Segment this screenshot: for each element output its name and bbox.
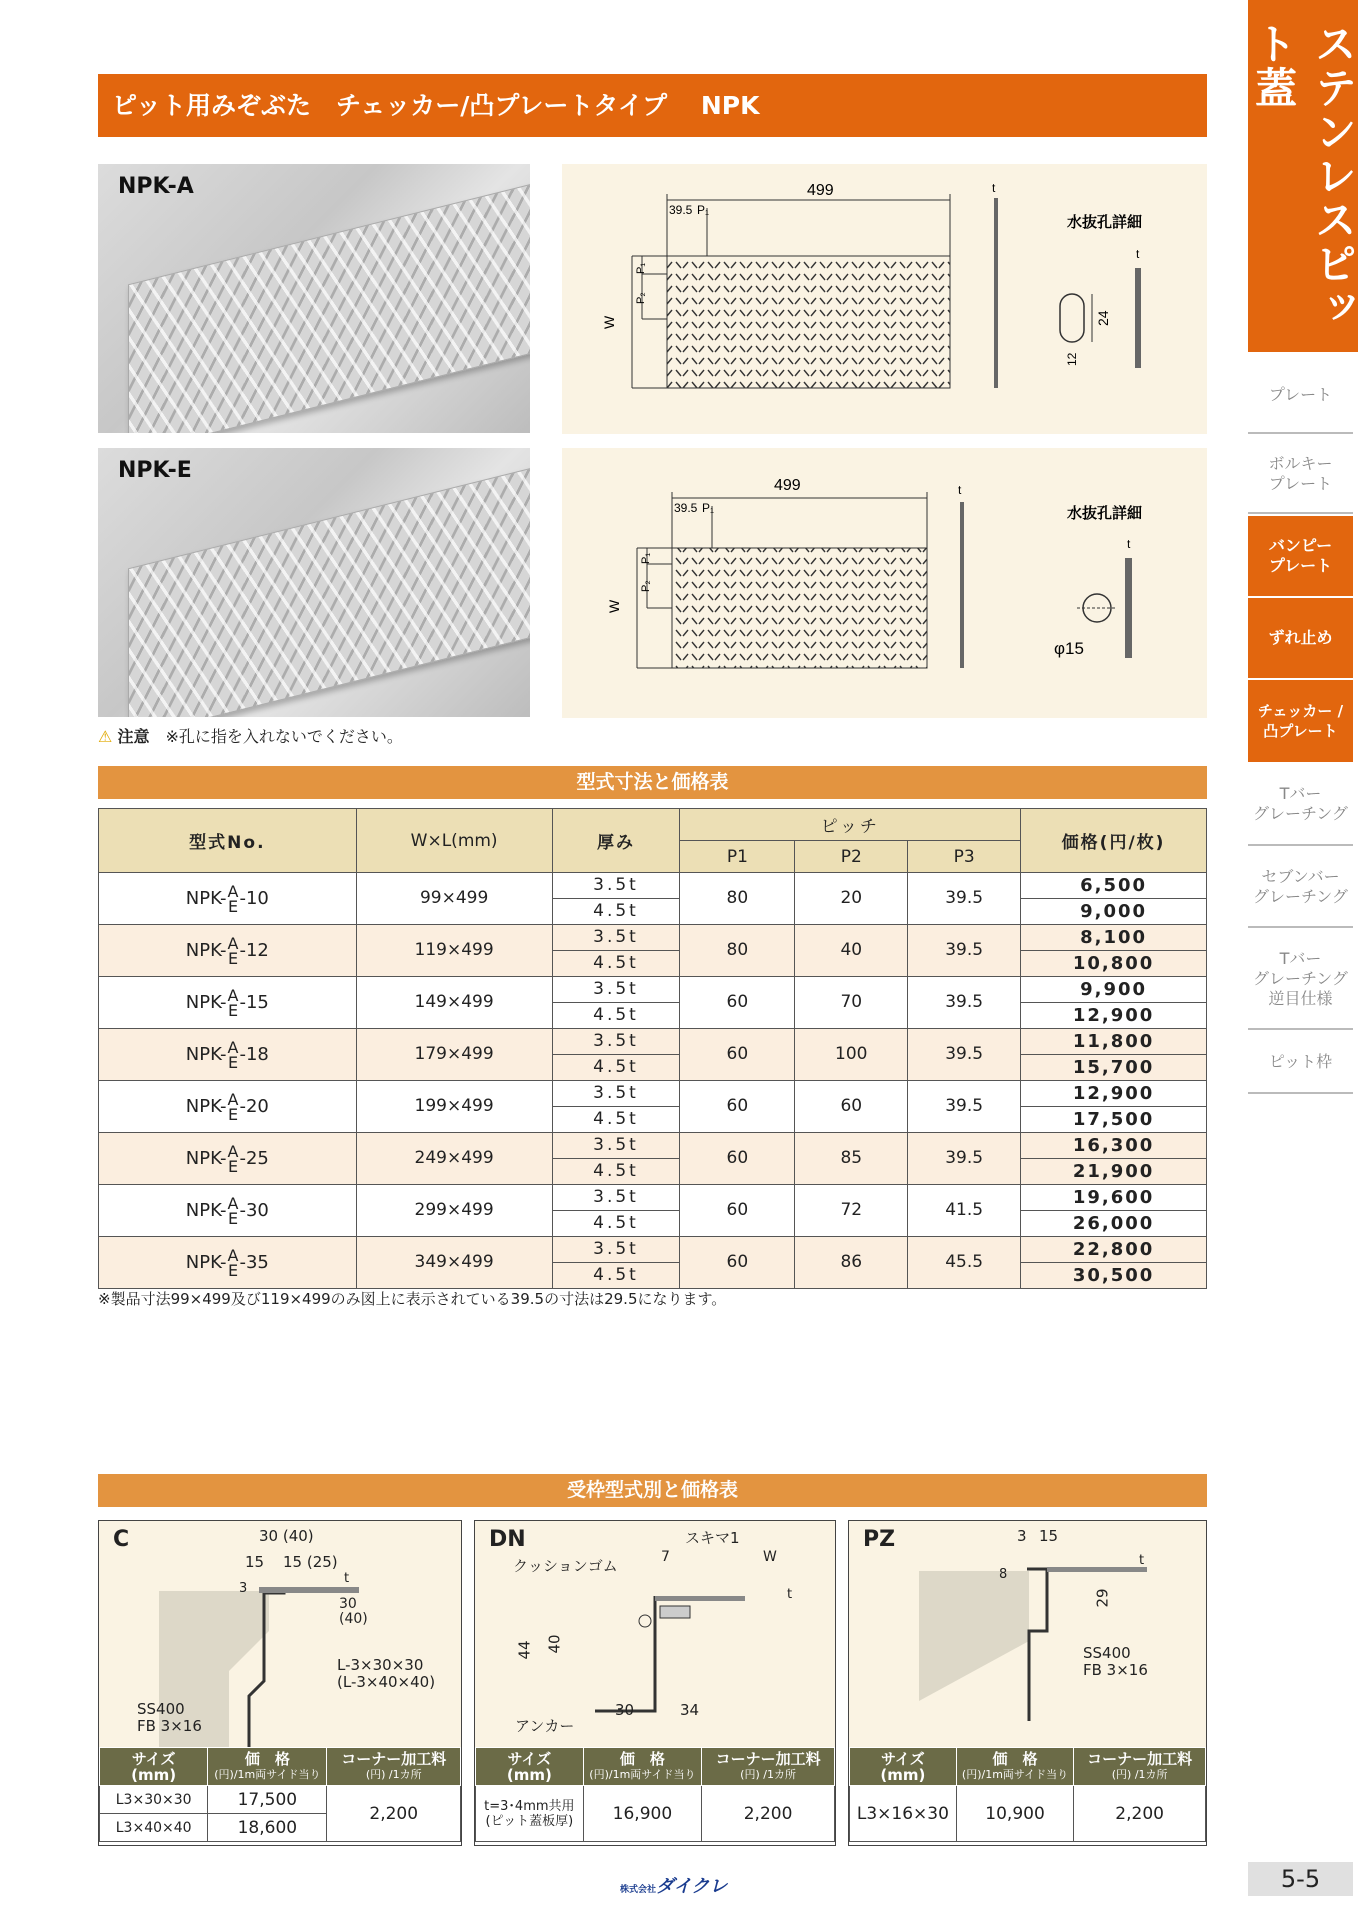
frame-c-drawing: C 30 (40) 15 15 (25) 3 t 30 (40) L-3×30×30 (L-3×40×40) SS400 FB 3×16 [99, 1521, 461, 1747]
svg-text:39.5: 39.5 [669, 203, 693, 217]
p1-cell: 60 [680, 1185, 795, 1237]
table-row [99, 873, 1207, 899]
thickness-cell: 4.5t [552, 951, 680, 977]
drawing-npk-a [562, 164, 1207, 434]
price-cell: 22,800 [1021, 1237, 1207, 1263]
model-cell: NPK- A E -12 [99, 925, 357, 977]
thickness-cell: 4.5t [552, 1263, 680, 1289]
price-cell: 10,800 [1021, 951, 1207, 977]
thickness-cell: 4.5t [552, 1211, 680, 1237]
model-cell: NPK- A E -25 [99, 1133, 357, 1185]
size-cell: 99×499 [356, 873, 552, 925]
drawing-npk-a-svg [562, 164, 1207, 434]
photo-npk-a [98, 164, 530, 433]
frame-pz-label: PZ [863, 1527, 896, 1552]
size-cell: 349×499 [356, 1237, 552, 1289]
p3-cell: 39.5 [908, 977, 1021, 1029]
dim-length: 499 [807, 182, 834, 199]
caution-note: ⚠ 注意 ※孔に指を入れないでください。 [98, 727, 403, 746]
table-row [99, 1029, 1207, 1055]
sidebar-title: ステンレスピット蓋 [1248, 0, 1358, 352]
p3-cell: 45.5 [908, 1237, 1021, 1289]
thickness-cell: 4.5t [552, 1107, 680, 1133]
warning-icon: ⚠ [98, 727, 113, 746]
p2-cell: 100 [795, 1029, 908, 1081]
drawing-npk-e-svg [562, 448, 1207, 718]
plate-side-view [960, 502, 964, 668]
size-cell: 149×499 [356, 977, 552, 1029]
sidebar-item-pit-frame[interactable]: ピット枠 [1248, 1032, 1353, 1094]
company-logo: 株式会社ダイクレ [620, 1876, 728, 1897]
plate-outline [672, 548, 927, 668]
svg-text:t: t [992, 181, 996, 195]
price-cell: 21,900 [1021, 1159, 1207, 1185]
sidebar-item-slip-stop[interactable]: ずれ止め [1248, 598, 1353, 678]
svg-text:P₂: P₂ [640, 580, 652, 592]
svg-text:P₁: P₁ [640, 552, 652, 564]
p3-cell: 41.5 [908, 1185, 1021, 1237]
svg-text:t: t [1127, 537, 1131, 551]
thickness-cell: 3.5t [552, 1081, 680, 1107]
price-cell: 15,700 [1021, 1055, 1207, 1081]
thickness-cell: 3.5t [552, 1185, 680, 1211]
photo-npk-e [98, 448, 530, 717]
thickness-cell: 3.5t [552, 1237, 680, 1263]
th-pitch: ピッチ [680, 809, 1021, 841]
plate-side-view [994, 198, 998, 388]
frame-c: C 30 (40) 15 15 (25) 3 t 30 (40) L-3×30×30 (L-3×40×40) SS400 FB 3×16 サイズ (mm) 価 格 (円)/1m両サイド当り コーナー加工料 (円) /1カ所 L3×30×30 17,500 2,200 L3×40×40 18,600 [98, 1520, 462, 1846]
svg-text:W: W [601, 315, 617, 329]
sidebar-item-sevenbar[interactable]: セブンバー グレーチング [1248, 848, 1353, 928]
sidebar-item-bolkey[interactable]: ボルキー プレート [1248, 436, 1353, 514]
table-row [99, 1185, 1207, 1211]
th-price: 価格(円/枚) [1021, 809, 1207, 873]
price-cell: 8,100 [1021, 925, 1207, 951]
svg-text:P₁: P₁ [635, 262, 647, 274]
p2-cell: 20 [795, 873, 908, 925]
p3-cell: 39.5 [908, 925, 1021, 977]
price-cell: 30,500 [1021, 1263, 1207, 1289]
p2-cell: 86 [795, 1237, 908, 1289]
model-cell: NPK- A E -15 [99, 977, 357, 1029]
svg-text:P₂: P₂ [635, 292, 647, 304]
th-thickness: 厚み [552, 809, 680, 873]
table-row [99, 925, 1207, 951]
thickness-cell: 3.5t [552, 925, 680, 951]
frame-dn-label: DN [489, 1527, 526, 1552]
th-p3: P3 [908, 841, 1021, 873]
thickness-cell: 3.5t [552, 1133, 680, 1159]
p1-cell: 80 [680, 925, 795, 977]
photo-label-npk-a: NPK-A [118, 174, 194, 199]
sidebar-item-tbar-reverse[interactable]: Tバー グレーチング 逆目仕様 [1248, 930, 1353, 1030]
table-row [99, 1081, 1207, 1107]
svg-text:24: 24 [1095, 310, 1111, 326]
svg-text:t: t [958, 483, 962, 497]
price-cell: 19,600 [1021, 1185, 1207, 1211]
p1-cell: 80 [680, 873, 795, 925]
price-table [98, 808, 1207, 1289]
thickness-cell: 3.5t [552, 873, 680, 899]
thickness-cell: 4.5t [552, 1003, 680, 1029]
plate-outline [667, 256, 950, 388]
p2-cell: 72 [795, 1185, 908, 1237]
model-cell: NPK- A E -18 [99, 1029, 357, 1081]
price-cell: 11,800 [1021, 1029, 1207, 1055]
p2-cell: 40 [795, 925, 908, 977]
thickness-cell: 4.5t [552, 1159, 680, 1185]
frame-dn-drawing: DN スキマ1 クッションゴム 7 W t 44 40 アンカー 30 34 [475, 1521, 835, 1747]
checker-plate-image [128, 464, 530, 717]
sidebar-item-checker[interactable]: チェッカー / 凸プレート [1248, 680, 1353, 762]
size-cell: 249×499 [356, 1133, 552, 1185]
model-cell: NPK- A E -20 [99, 1081, 357, 1133]
svg-text:499: 499 [774, 477, 801, 494]
price-cell: 16,300 [1021, 1133, 1207, 1159]
drain-slot [1060, 294, 1084, 342]
p3-cell: 39.5 [908, 1133, 1021, 1185]
price-cell: 12,900 [1021, 1003, 1207, 1029]
model-cell: NPK- A E -10 [99, 873, 357, 925]
table-row [99, 1237, 1207, 1263]
size-cell: 179×499 [356, 1029, 552, 1081]
size-cell: 199×499 [356, 1081, 552, 1133]
detail-title: 水抜孔詳細 [1067, 213, 1143, 231]
svg-text:t: t [1136, 247, 1140, 261]
sidebar-item-plate[interactable]: プレート [1248, 358, 1353, 434]
th-model: 型式No. [99, 809, 357, 873]
model-cell: NPK- A E -30 [99, 1185, 357, 1237]
svg-text:W: W [606, 599, 622, 613]
svg-text:P₁: P₁ [702, 501, 715, 515]
frame-c-label: C [113, 1527, 130, 1552]
price-cell: 6,500 [1021, 873, 1207, 899]
page-number: 5-5 [1248, 1862, 1353, 1896]
price-table-note: ※製品寸法99×499及び119×499のみ図上に表示されている39.5の寸法は29.5になります。 [98, 1290, 727, 1308]
th-p1: P1 [680, 841, 795, 873]
p2-cell: 70 [795, 977, 908, 1029]
svg-text:12: 12 [1065, 352, 1079, 366]
price-table-band: 型式寸法と価格表 [98, 766, 1207, 799]
svg-text:水抜孔詳細: 水抜孔詳細 [1067, 504, 1143, 522]
thickness-cell: 3.5t [552, 977, 680, 1003]
frame-pz-drawing: PZ 3 15 t 8 29 SS400 FB 3×16 [849, 1521, 1206, 1747]
size-cell: 119×499 [356, 925, 552, 977]
frame-table-band: 受枠型式別と価格表 [98, 1474, 1207, 1507]
frame-pz: PZ 3 15 t 8 29 SS400 FB 3×16 サイズ (mm) 価 格 (円)/1m両サイド当り コーナー加工料 (円) /1カ所 L3×16×30 10,900 2,200 [848, 1520, 1207, 1846]
drawing-npk-e [562, 448, 1207, 718]
p1-cell: 60 [680, 1237, 795, 1289]
p3-cell: 39.5 [908, 1081, 1021, 1133]
th-p2: P2 [795, 841, 908, 873]
p3-cell: 39.5 [908, 873, 1021, 925]
page-title: ピット用みぞぶた チェッカー/凸プレートタイプ NPK [98, 74, 1207, 137]
svg-text:P₁: P₁ [697, 203, 710, 217]
price-cell: 17,500 [1021, 1107, 1207, 1133]
sidebar-item-bumpy[interactable]: バンピー プレート [1248, 516, 1353, 596]
price-cell: 26,000 [1021, 1211, 1207, 1237]
frame-dn: DN スキマ1 クッションゴム 7 W t 44 40 アンカー 30 34 サイズ (mm) 価 格 (円)/1m両サイド当り コーナー加工料 (円) /1カ所 t=3･4mm共用 (ピット蓋板厚) 16,900 2,200 [474, 1520, 836, 1846]
photo-label-npk-e: NPK-E [118, 458, 192, 483]
table-row [99, 977, 1207, 1003]
sidebar-item-tbar[interactable]: Tバー グレーチング [1248, 764, 1353, 846]
svg-text:φ15: φ15 [1054, 639, 1084, 658]
thickness-cell: 4.5t [552, 1055, 680, 1081]
th-size: W×L(mm) [356, 809, 552, 873]
p3-cell: 39.5 [908, 1029, 1021, 1081]
p1-cell: 60 [680, 1133, 795, 1185]
p1-cell: 60 [680, 1029, 795, 1081]
table-row [99, 1133, 1207, 1159]
p1-cell: 60 [680, 977, 795, 1029]
price-cell: 9,900 [1021, 977, 1207, 1003]
thickness-cell: 4.5t [552, 899, 680, 925]
price-cell: 9,000 [1021, 899, 1207, 925]
size-cell: 299×499 [356, 1185, 552, 1237]
p2-cell: 60 [795, 1081, 908, 1133]
p2-cell: 85 [795, 1133, 908, 1185]
price-cell: 12,900 [1021, 1081, 1207, 1107]
model-cell: NPK- A E -35 [99, 1237, 357, 1289]
thickness-cell: 3.5t [552, 1029, 680, 1055]
svg-text:39.5: 39.5 [674, 501, 698, 515]
p1-cell: 60 [680, 1081, 795, 1133]
checker-plate-image [128, 180, 530, 433]
